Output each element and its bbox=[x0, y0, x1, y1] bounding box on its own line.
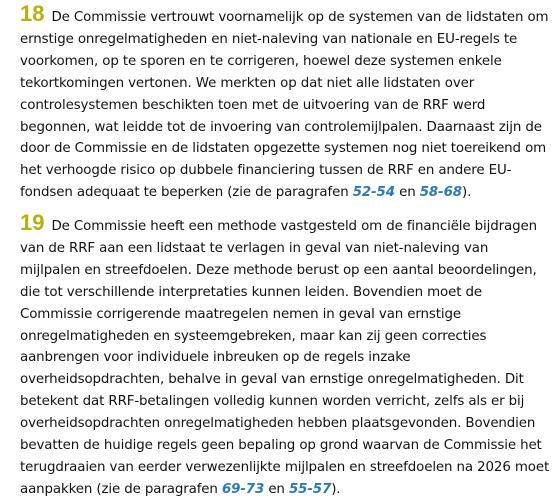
paragraph-reference-link[interactable]: 52-54 bbox=[352, 185, 395, 201]
paragraph-number: 18 bbox=[20, 1, 45, 26]
paragraph-end: ). bbox=[461, 185, 472, 201]
paragraph-number: 19 bbox=[20, 210, 45, 235]
paragraph-reference-link[interactable]: 55-57 bbox=[288, 481, 332, 497]
paragraph-reference-link[interactable]: 58-68 bbox=[419, 185, 462, 201]
paragraph-text: De Commissie vertrouwt voornamelijk op de systemen van de lidstaten om ernstige onregelmatigheden en niet-naleving van nationale en EU-regels te voorkomen, op te sporen en te corrigeren, hoewel deze systemen enkele tekortkomingen vertonen. We merkten op dat niet alle lidstaten over controlesystemen beschikten toen met de uitvoering van de RRF werd begonnen, wat leidde tot de invoering van controlemijlpalen. Daarnaast zijn de door de Commissie en de lidstaten opgezette systemen nog niet toereikend om het verhoogde risico op dubbele financiering tussen de RRF en andere EU-fondsen adequaat te beperken (zie de paragrafen bbox=[20, 10, 549, 201]
paragraph-18 bbox=[20, 3, 552, 204]
paragraph-text: De Commissie heeft een methode vastgesteld om de financiële bijdragen van de RRF aan een lidstaat te verlagen in geval van niet-naleving van mijlpalen en streefdoelen. Deze methode berust op een aantal beoordelingen, die tot verschillende interpretaties kunnen leiden. Bovendien moet de Commissie corrigerende maatregelen nemen in geval van ernstige onregelmatigheden en systeemgebreken, maar kan zij geen correcties aanbrengen voor individuele inbreuken op de regels inzake overheidsopdrachten, behalve in geval van ernstige onregelmatigheden. Dit betekent dat RRF-betalingen volledig kunnen worden verricht, zelfs als er bij overheidsopdrachten onregelmatigheden hebben plaatsgevonden. Bovendien bevatten de huidige regels geen bepaling op grond waarvan de Commissie het terugdraaien van eerder verwezenlijkte mijlpalen en streefdoelen na 2026 moet aanpakken (zie de paragrafen bbox=[20, 219, 550, 497]
paragraph-conjunction: en bbox=[268, 481, 285, 497]
paragraph-reference-link[interactable]: 69-73 bbox=[221, 481, 265, 497]
paragraph-19 bbox=[20, 212, 552, 501]
paragraph-conjunction: en bbox=[399, 185, 416, 201]
paragraph-end: ). bbox=[331, 481, 341, 497]
